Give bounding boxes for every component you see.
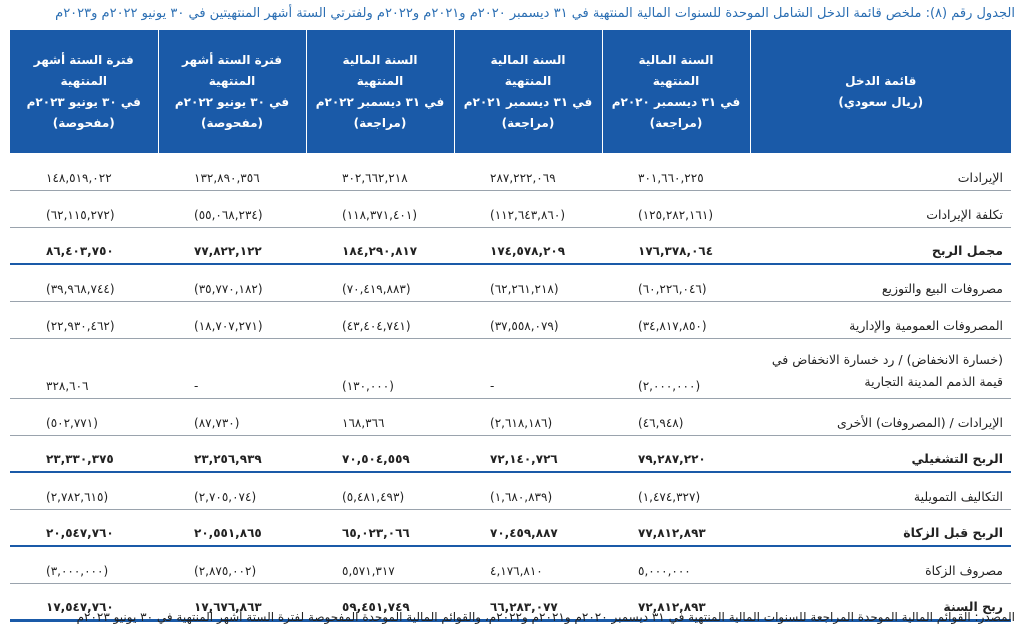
- value-cell: (١,٤٧٤,٣٢٧): [602, 472, 750, 509]
- row-label: الربح قبل الزكاة: [750, 509, 1011, 546]
- value-cell: ١٨٤,٢٩٠,٨١٧: [306, 227, 454, 264]
- value-cell: (٢,٧٠٥,٠٧٤): [158, 472, 306, 509]
- row-label: ربح السنة: [750, 583, 1011, 620]
- value-cell: ٢٣,٣٣٠,٣٧٥: [10, 435, 158, 472]
- value-cell: ٧٢,١٤٠,٧٢٦: [454, 435, 602, 472]
- value-cell: ٦٦,٢٨٣,٠٧٧: [454, 583, 602, 620]
- table-header-row: [10, 30, 1011, 153]
- table-row: [10, 398, 1011, 435]
- value-cell: (٨٧,٧٣٠): [158, 398, 306, 435]
- header-h1-2023: فترة الستة أشهر المنتهية في ٣٠ يونيو ٢٠٢٣م (مفحوصة): [10, 30, 158, 153]
- value-cell: (٥٥,٠٦٨,٢٣٤): [158, 190, 306, 227]
- value-cell: (٦٢,٢٦١,٢١٨): [454, 264, 602, 301]
- value-cell: ٧٠,٤٥٩,٨٨٧: [454, 509, 602, 546]
- value-cell: (٤٦,٩٤٨): [602, 398, 750, 435]
- row-label: المصروفات العمومية والإدارية: [750, 301, 1011, 338]
- row-label: تكلفة الإيرادات: [750, 190, 1011, 227]
- value-cell: ٤,١٧٦,٨١٠: [454, 546, 602, 583]
- header-fy2020: السنة المالية المنتهية في ٣١ ديسمبر ٢٠٢٠م (مراجعة): [602, 30, 750, 153]
- value-cell: (٣٥,٧٧٠,١٨٢): [158, 264, 306, 301]
- table-row: [10, 227, 1011, 264]
- value-cell: (١١٢,٦٤٣,٨٦٠): [454, 190, 602, 227]
- table-row: [10, 435, 1011, 472]
- value-cell: (١,٦٨٠,٨٣٩): [454, 472, 602, 509]
- value-cell: ١٣٢,٨٩٠,٣٥٦: [158, 153, 306, 190]
- table-row: [10, 264, 1011, 301]
- value-cell: (٢٢,٩٣٠,٤٦٢): [10, 301, 158, 338]
- row-label: الإيرادات: [750, 153, 1011, 190]
- source-note: المصدر: القوائم المالية الموحدة المراجعة للسنوات المالية المنتهية في ٣١ ديسمبر ٢٠٢٠م و٢٠٢١م و٢٠٢٢م، والقوائم المالية الموحدة المفحوصة لفترة الستة أشهر المنتهية في ٣٠ يونيو ٢٠٢٣م: [76, 610, 1015, 624]
- value-cell: (١٨,٧٠٧,٢٧١): [158, 301, 306, 338]
- value-cell: ٢٠,٥٥١,٨٦٥: [158, 509, 306, 546]
- table-caption: الجدول رقم (٨): ملخص قائمة الدخل الشامل الموحدة للسنوات المالية المنتهية في ٣١ ديسمبر ٢٠٢٠م و٢٠٢١م و٢٠٢٢م ولفترتي الستة أشهر المنتهيتين في ٣٠ يونيو ٢٠٢٢م و٢٠٢٣م: [55, 6, 1015, 21]
- row-label: التكاليف التمويلية: [750, 472, 1011, 509]
- value-cell: ٧٧,٨٢٢,١٢٢: [158, 227, 306, 264]
- table-row: [10, 153, 1011, 190]
- value-cell: ٦٥,٠٢٣,٠٦٦: [306, 509, 454, 546]
- value-cell: (٦٢,١١٥,٢٧٢): [10, 190, 158, 227]
- header-h1-2022: فترة الستة أشهر المنتهية في ٣٠ يونيو ٢٠٢٢م (مفحوصة): [158, 30, 306, 153]
- value-cell: ٢٨٧,٢٢٢,٠٦٩: [454, 153, 602, 190]
- row-label: مصروفات البيع والتوزيع: [750, 264, 1011, 301]
- row-label: الربح التشغيلي: [750, 435, 1011, 472]
- header-fy2021: السنة المالية المنتهية في ٣١ ديسمبر ٢٠٢١م (مراجعة): [454, 30, 602, 153]
- value-cell: ١٧,٥٤٧,٧٦٠: [10, 583, 158, 620]
- value-cell: (٢,٠٠٠,٠٠٠): [602, 338, 750, 398]
- value-cell: ٥٩,٤٥١,٧٤٩: [306, 583, 454, 620]
- value-cell: (٣٩,٩٦٨,٧٤٤): [10, 264, 158, 301]
- value-cell: (٣,٠٠٠,٠٠٠): [10, 546, 158, 583]
- value-cell: ٣٢٨,٦٠٦: [10, 338, 158, 398]
- header-fy2022: السنة المالية المنتهية في ٣١ ديسمبر ٢٠٢٢م (مراجعة): [306, 30, 454, 153]
- value-cell: -: [454, 338, 602, 398]
- value-cell: (٢,٦١٨,١٨٦): [454, 398, 602, 435]
- value-cell: ٢٣,٢٥٦,٩٣٩: [158, 435, 306, 472]
- value-cell: ٨٦,٤٠٣,٧٥٠: [10, 227, 158, 264]
- table-row: [10, 472, 1011, 509]
- value-cell: ٣٠٢,٦٦٢,٢١٨: [306, 153, 454, 190]
- value-cell: ٧٧,٨١٢,٨٩٣: [602, 509, 750, 546]
- row-label: (خسارة الانخفاض) / رد خسارة الانخفاض في قيمة الذمم المدينة التجارية: [750, 338, 1011, 398]
- row-label: الإيرادات / (المصروفات) الأخرى: [750, 398, 1011, 435]
- value-cell: ١٧,٦٧٦,٨٦٣: [158, 583, 306, 620]
- row-label: مصروف الزكاة: [750, 546, 1011, 583]
- income-statement-table: [10, 30, 1011, 622]
- value-cell: (٢,٧٨٢,٦١٥): [10, 472, 158, 509]
- value-cell: ١٧٦,٣٧٨,٠٦٤: [602, 227, 750, 264]
- value-cell: (٦٠,٢٢٦,٠٤٦): [602, 264, 750, 301]
- value-cell: -: [158, 338, 306, 398]
- value-cell: (١٣٠,٠٠٠): [306, 338, 454, 398]
- value-cell: (٢,٨٧٥,٠٠٢): [158, 546, 306, 583]
- table-row: [10, 338, 1011, 398]
- table-row: [10, 301, 1011, 338]
- value-cell: (٣٤,٨١٧,٨٥٠): [602, 301, 750, 338]
- table-row: [10, 509, 1011, 546]
- value-cell: ١٦٨,٣٦٦: [306, 398, 454, 435]
- value-cell: ٧٢,٨١٢,٨٩٣: [602, 583, 750, 620]
- table-row: [10, 546, 1011, 583]
- value-cell: (٤٣,٤٠٤,٧٤١): [306, 301, 454, 338]
- value-cell: ٢٠,٥٤٧,٧٦٠: [10, 509, 158, 546]
- value-cell: ١٧٤,٥٧٨,٢٠٩: [454, 227, 602, 264]
- value-cell: ٥,٠٠٠,٠٠٠: [602, 546, 750, 583]
- value-cell: (٧٠,٤١٩,٨٨٣): [306, 264, 454, 301]
- value-cell: ٥,٥٧١,٣١٧: [306, 546, 454, 583]
- value-cell: (٥,٤٨١,٤٩٣): [306, 472, 454, 509]
- value-cell: ٣٠١,٦٦٠,٢٢٥: [602, 153, 750, 190]
- value-cell: (١١٨,٣٧١,٤٠١): [306, 190, 454, 227]
- table-row: [10, 190, 1011, 227]
- value-cell: (١٢٥,٢٨٢,١٦١): [602, 190, 750, 227]
- row-label: مجمل الربح: [750, 227, 1011, 264]
- value-cell: ٧٠,٥٠٤,٥٥٩: [306, 435, 454, 472]
- header-label: قائمة الدخل (ريال سعودي): [750, 30, 1011, 153]
- value-cell: ٧٩,٢٨٧,٢٢٠: [602, 435, 750, 472]
- value-cell: (٥٠٢,٧٧١): [10, 398, 158, 435]
- value-cell: ١٤٨,٥١٩,٠٢٢: [10, 153, 158, 190]
- value-cell: (٣٧,٥٥٨,٠٧٩): [454, 301, 602, 338]
